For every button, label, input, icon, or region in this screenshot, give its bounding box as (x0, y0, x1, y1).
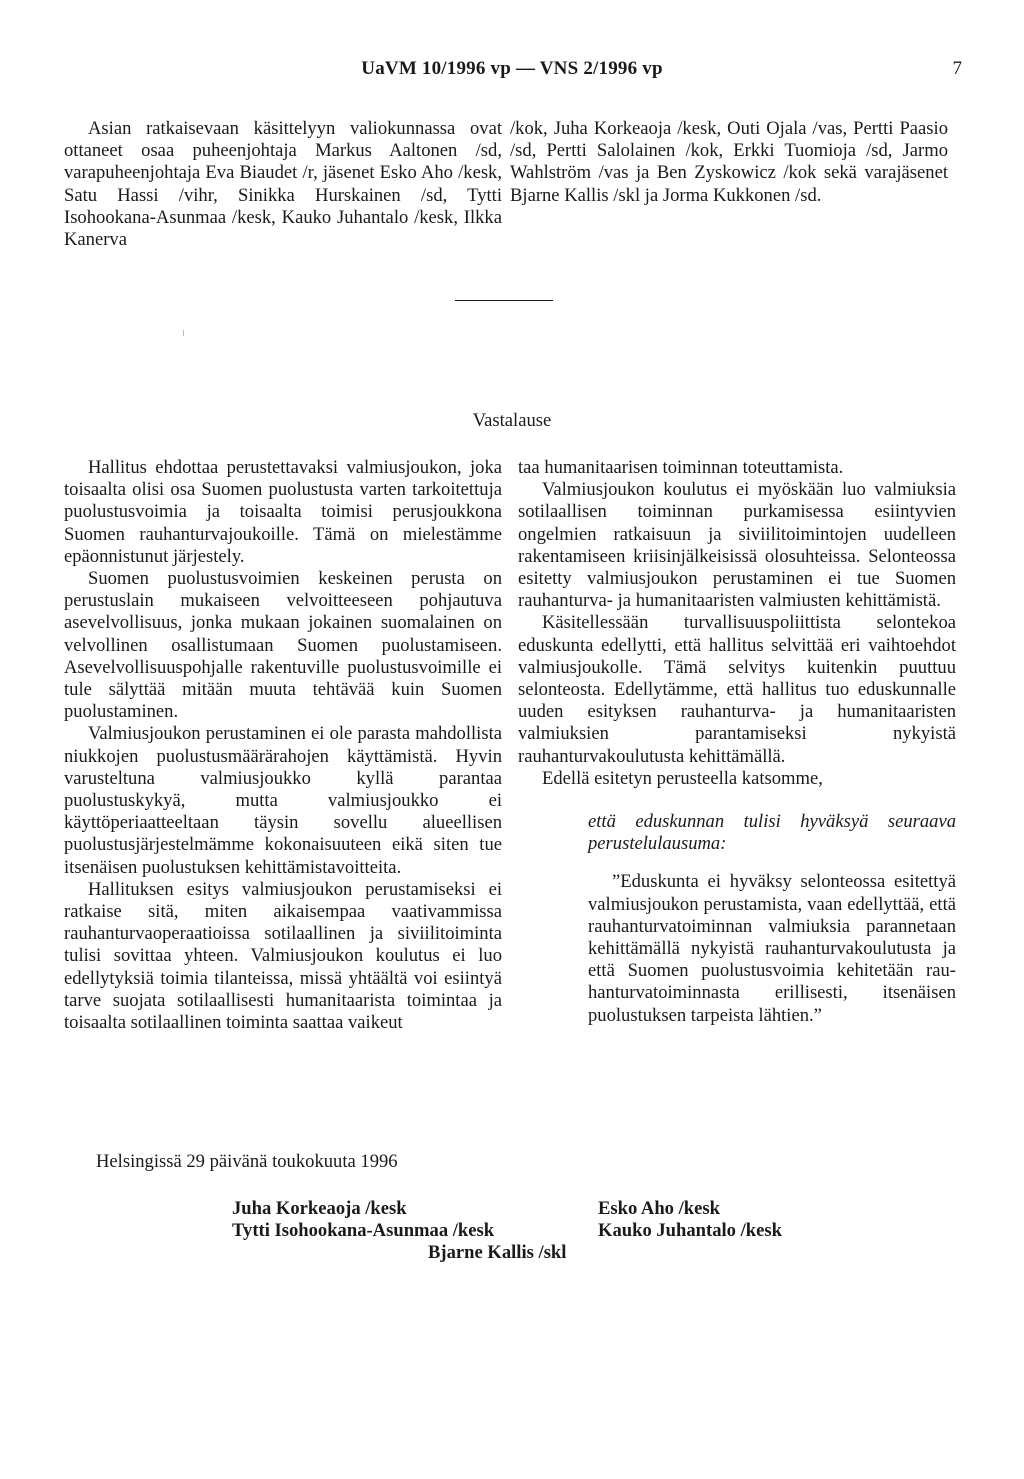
intro-left-paragraph: Asian ratkaisevaan käsittelyyn valiokunnassa ovat ottaneet osaa puheenjohtaja Markus Aaltonen /sd, varapuheenjohtaja Eva Biaudet /r, jäsenet Esko Aho /kesk, Satu Hassi /vihr, Sinikka Hurskainen /sd, Tytti Isohookana-Asunmaa /kesk, Kauko Juhantalo /kesk, Ilkka Kanerva (64, 118, 502, 251)
right-paragraph-3: Edellä esitetyn perusteella katsomme, (542, 767, 823, 789)
scan-speck (183, 330, 184, 336)
signatory-aho: Esko Aho /kesk (598, 1198, 720, 1219)
signatory-korkeaoja: Juha Korkeaoja /kesk (232, 1198, 407, 1219)
motion-lead-in: että eduskunnan tulisi hyväksyä seuraava perustelulausuma: (588, 811, 956, 855)
right-paragraph-1: Valmiusjoukon koulutus ei myöskään luo valmiuksia sotilaallisen toiminnan purkamisessa esiintyvien ongelmien ratkaisuun ja siviilitoimintojen uudelleen rakentamiseen kriisinjälkeisissä olosuhteissa. Selonteossa esitetty valmiusjoukon perustaminen ei tue Suomen rauhanturva- ja humanitaaristen valmiusten kehittämistä. (518, 479, 956, 612)
left-paragraph-2: Suomen puolustusvoimien keskeinen perusta on perustuslain mukaiseen velvoitteeseen pohjautuva asevelvollisuus, jonka mukaan jokainen suomalainen on velvollinen osallistumaan Suomen puolustamiseen. Asevelvollisuuspohjalle rakentuville puolustusvoimille ei tule sälyttää mitään muuta tehtävää kuin Suomen puolustaminen. (64, 568, 502, 723)
intro-right-paragraph: /kok, Juha Korkeaoja /kesk, Outi Ojala /vas, Pertti Paasio /sd, Pertti Salolainen /kok, Erkki Tuomioja /sd, Jarmo Wahlström /vas ja Ben Zyskowicz /kok sekä varajäsenet Bjarne Kallis /skl ja Jorma Kukkonen /sd. (510, 118, 948, 206)
page-number: 7 (952, 58, 962, 79)
motion-quote: ”Eduskunta ei hyväksy selonteossa esitettyä valmiusjoukon perustamista, vaan edellyttää, että rauhanturvatoiminnan valmiuksia parannetaan kehittämällä nykyistä rauhanturvakoulutusta ja että Suomen puolustusvoimia kehitetään rauhanturvatoiminnasta erillisesti, itsenäisen puolustuksen tarpeista lähtien.” (588, 871, 956, 1026)
left-paragraph-3: Valmiusjoukon perustaminen ei ole parasta mahdollista niukkojen puolustusmäärärahojen käyttämistä. Hyvin varusteltuna valmiusjoukko kyllä parantaa puolustuskykyä, mutta valmiusjoukko ei käyttöperiaatteeltaan täysin sovellu alueellisen puolustusjärjestelmämme kokonaisuuteen eikä siten tue itsenäisen puolustuksen kehittämistavoitteita. (64, 723, 502, 878)
signatory-juhantalo: Kauko Juhantalo /kesk (598, 1220, 782, 1241)
separator-rule (455, 300, 553, 301)
intro-right-column (510, 118, 948, 207)
date-line: Helsingissä 29 päivänä toukokuuta 1996 (96, 1151, 398, 1172)
right-continuation: taa humanitaarisen toiminnan toteuttamista. (518, 457, 844, 478)
signatory-kallis: Bjarne Kallis /skl (428, 1242, 567, 1263)
left-paragraph-4: Hallituksen esitys valmiusjoukon perustamiseksi ei ratkaise sitä, miten aikaisempaa vaativammissa rauhanturvaoperaatioissa sotilaallinen ja siviilitoiminta tulisi sovittaa yhteen. Valmiusjoukon koulutus ei luo edellytyksiä toimia tilanteissa, missä yhtäältä voi esiintyä tarve suojata sotilaallisesti humanitaarista toimintaa ja toisaalta sotilaallinen toiminta saattaa vaikeut (64, 878, 502, 1034)
running-head: UaVM 10/1996 vp — VNS 2/1996 vp (361, 58, 663, 79)
section-heading: Vastalause (472, 410, 552, 431)
right-paragraph-2: Käsitellessään turvallisuuspoliittista selontekoa eduskunta edellytti, että hallitus selvittää eri vaihtoehdot valmiusjoukolle. Tämä selvitys kuitenkin puuttuu selonteosta. Edellytämme, että hallitus tuo eduskunnalle uuden esityksen rauhanturva- ja humanitaaristen valmiuksien parantamiseksi nykyistä rauhanturvakoulutusta kehittämällä. (518, 612, 956, 767)
left-paragraph-1: Hallitus ehdottaa perustettavaksi valmiusjoukon, joka toisaalta olisi osa Suomen puolustusta varten tarkoitettuja puolustusvoimia ja toisaalta toimisi perusjoukkona Suomen rauhanturvajoukoille. Tämä on mielestämme epäonnistunut järjestely. (64, 457, 502, 567)
signatory-isohookana-asunmaa: Tytti Isohookana-Asunmaa /kesk (232, 1220, 495, 1241)
left-column (64, 457, 502, 1034)
right-column (518, 457, 956, 1027)
intro-left-column (64, 118, 502, 251)
